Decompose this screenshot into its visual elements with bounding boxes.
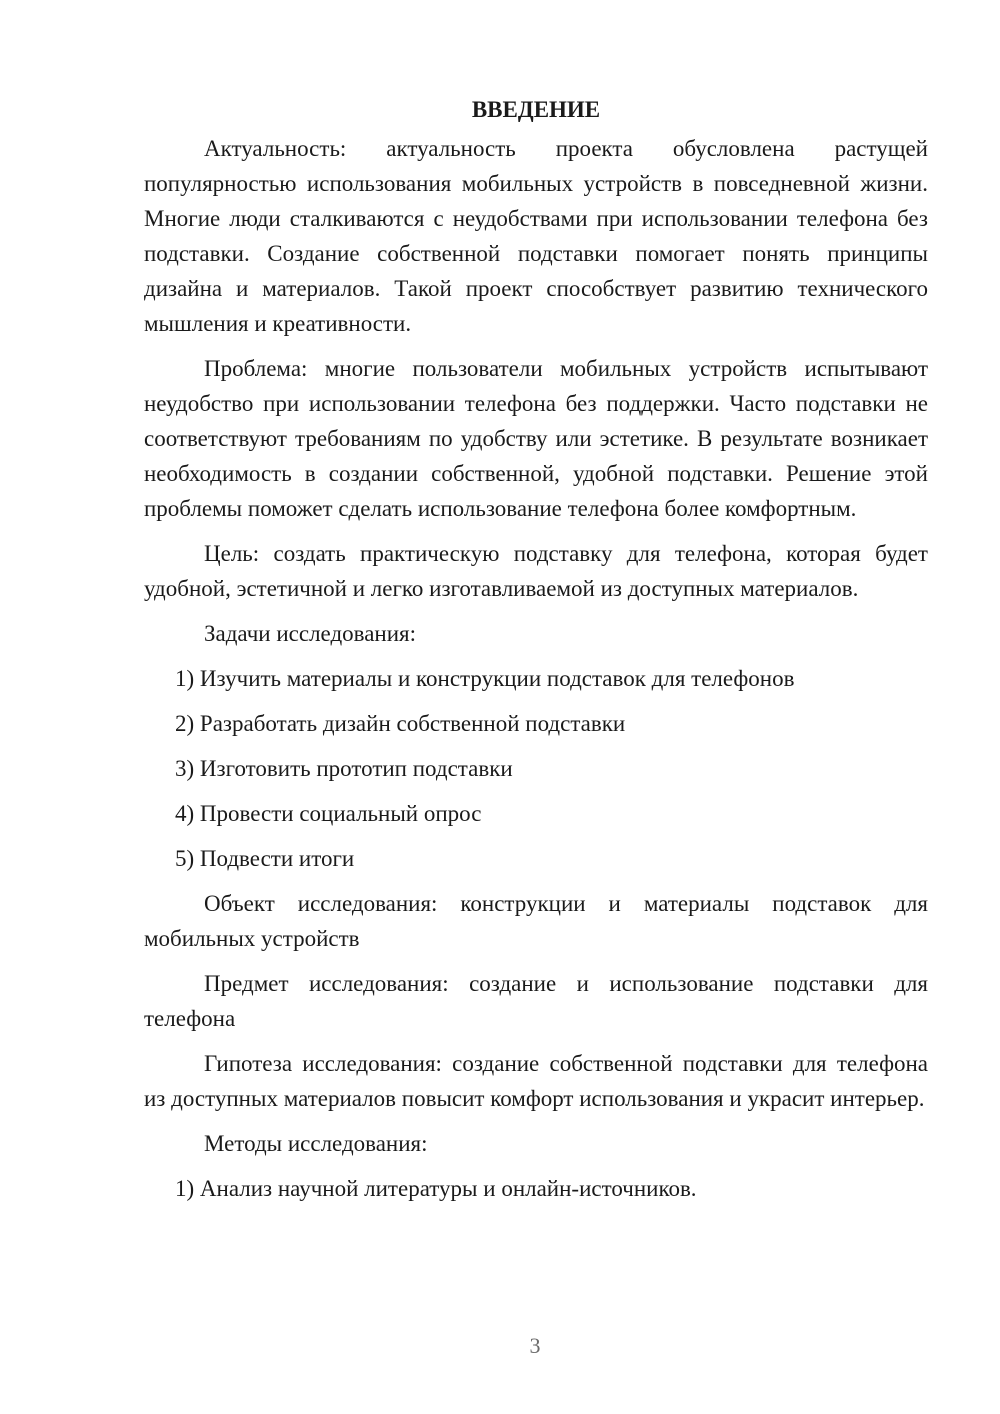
hypothesis-paragraph: Гипотеза исследования: создание собственной подставки для телефона из доступных материалов повысит комфорт использования и украсит интерьер. — [144, 1051, 928, 1111]
task-item: 2) Разработать дизайн собственной подставки — [175, 711, 626, 736]
page-number: 3 — [529, 1333, 541, 1358]
task-item: 4) Провести социальный опрос — [175, 801, 482, 826]
goal-paragraph: Цель: создать практическую подставку для телефона, которая будет удобной, эстетичной и легко изготавливаемой из доступных материалов. — [144, 541, 928, 601]
problem-paragraph: Проблема: многие пользователи мобильных устройств испытывают неудобство при использовании телефона без поддержки. Часто подставки не соответствуют требованиям по удобству или эстетике. В результате возникает необходимость в создании собственной, удобной подставки. Решение этой проблемы поможет сделать использование телефона более комфортным. — [144, 356, 928, 521]
object-paragraph: Объект исследования: конструкции и материалы подставок для мобильных устройств — [144, 891, 928, 951]
relevance-paragraph: Актуальность: актуальность проекта обусловлена растущей популярностью использования мобильных устройств в повседневной жизни. Многие люди сталкиваются с неудобствами при использовании телефона без подставки. Создание собственной подставки помогает понять принципы дизайна и материалов. Такой проект способствует развитию технического мышления и креативности. — [144, 136, 928, 336]
tasks-heading: Задачи исследования: — [204, 621, 417, 646]
page-content — [144, 92, 928, 1216]
tasks-list — [144, 661, 928, 876]
methods-heading: Методы исследования: — [204, 1131, 428, 1156]
task-item: 1) Изучить материалы и конструкции подставок для телефонов — [175, 666, 795, 691]
section-title: ВВЕДЕНИЕ — [471, 97, 601, 122]
task-item: 3) Изготовить прототип подставки — [175, 756, 513, 781]
subject-paragraph: Предмет исследования: создание и использование подставки для телефона — [144, 971, 928, 1031]
task-item: 5) Подвести итоги — [175, 846, 355, 871]
method-item: 1) Анализ научной литературы и онлайн-источников. — [175, 1176, 697, 1201]
methods-list — [144, 1171, 928, 1206]
